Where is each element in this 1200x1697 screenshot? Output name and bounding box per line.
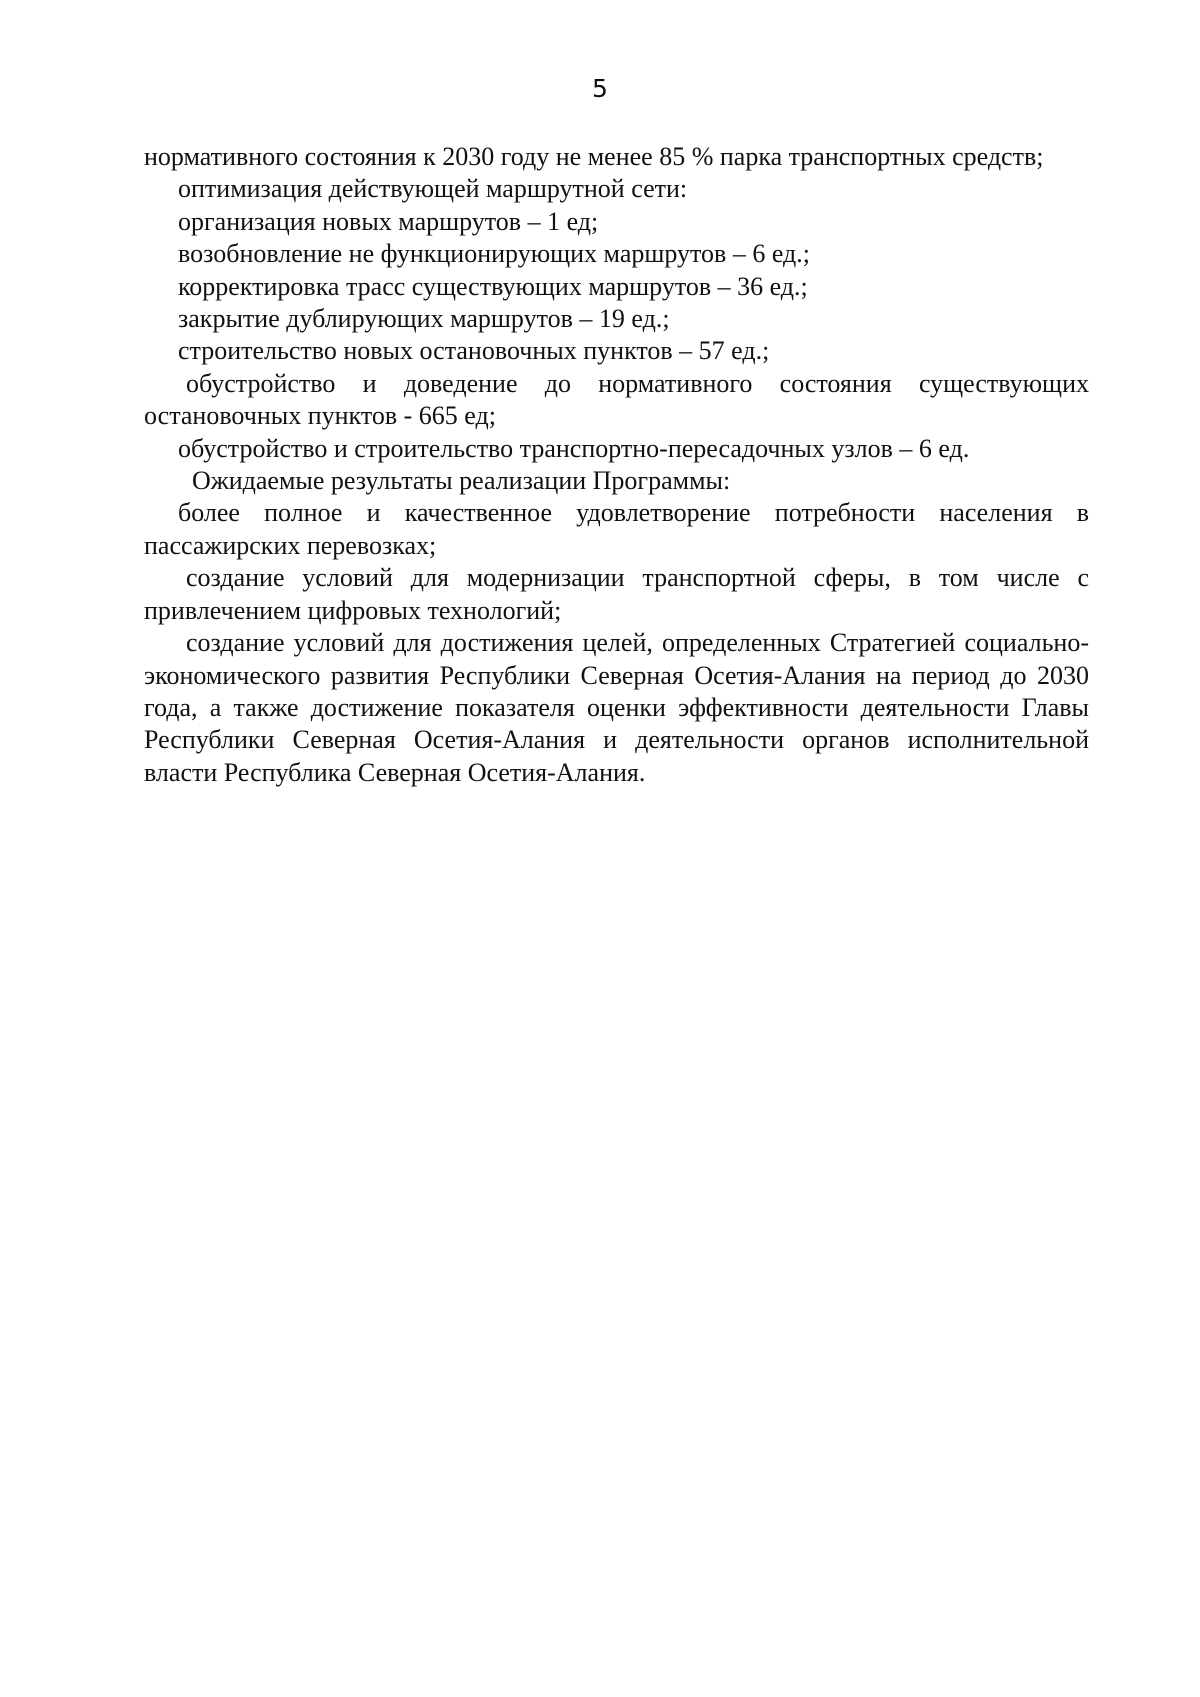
document-body [144,141,1089,789]
list-item-new-stops: строительство новых остановочных пунктов – 57 ед.; [178,336,770,366]
list-item-transfer-hubs: обустройство и строительство транспортно-пересадочных узлов – 6 ед. [178,433,970,463]
paragraph-vehicle-fleet: нормативного состояния к 2030 году не менее 85 % парка транспортных средств; [144,142,1044,171]
list-item-route-adjustment: корректировка трасс существующих маршрутов – 36 ед.; [178,271,808,301]
result-item-strategy-goals: создание условий для достижения целей, определенных Стратегией социально-экономического развития Республики Северная Осетия-Алания на период до 2030 года, а также достижение показателя оценки эффективности деятельности Главы Республики Северная Осетия-Алания и деятельности органов исполнительной власти Республика Северная Осетия-Алания. [144,628,1089,787]
result-item-modernization: создание условий для модернизации транспортной сферы, в том числе с привлечением цифровых технологий; [144,563,1089,625]
paragraph-route-optimization: оптимизация действующей маршрутной сети: [178,174,688,204]
list-item-resumed-routes: возобновление не функционирующих маршрутов – 6 ед.; [178,239,810,269]
page-number: 5 [592,74,608,103]
list-item-closed-routes: закрытие дублирующих маршрутов – 19 ед.; [178,304,670,334]
list-item-stop-improvement: обустройство и доведение до нормативного состояния существующих остановочных пунктов - 665 ед; [144,368,1089,431]
result-item-passenger-needs: более полное и качественное удовлетворение потребности населения в пассажирских перевозках; [144,498,1089,560]
section-heading-expected-results: Ожидаемые результаты реализации Программы: [192,466,731,496]
list-item-new-routes: организация новых маршрутов – 1 ед; [178,206,599,236]
